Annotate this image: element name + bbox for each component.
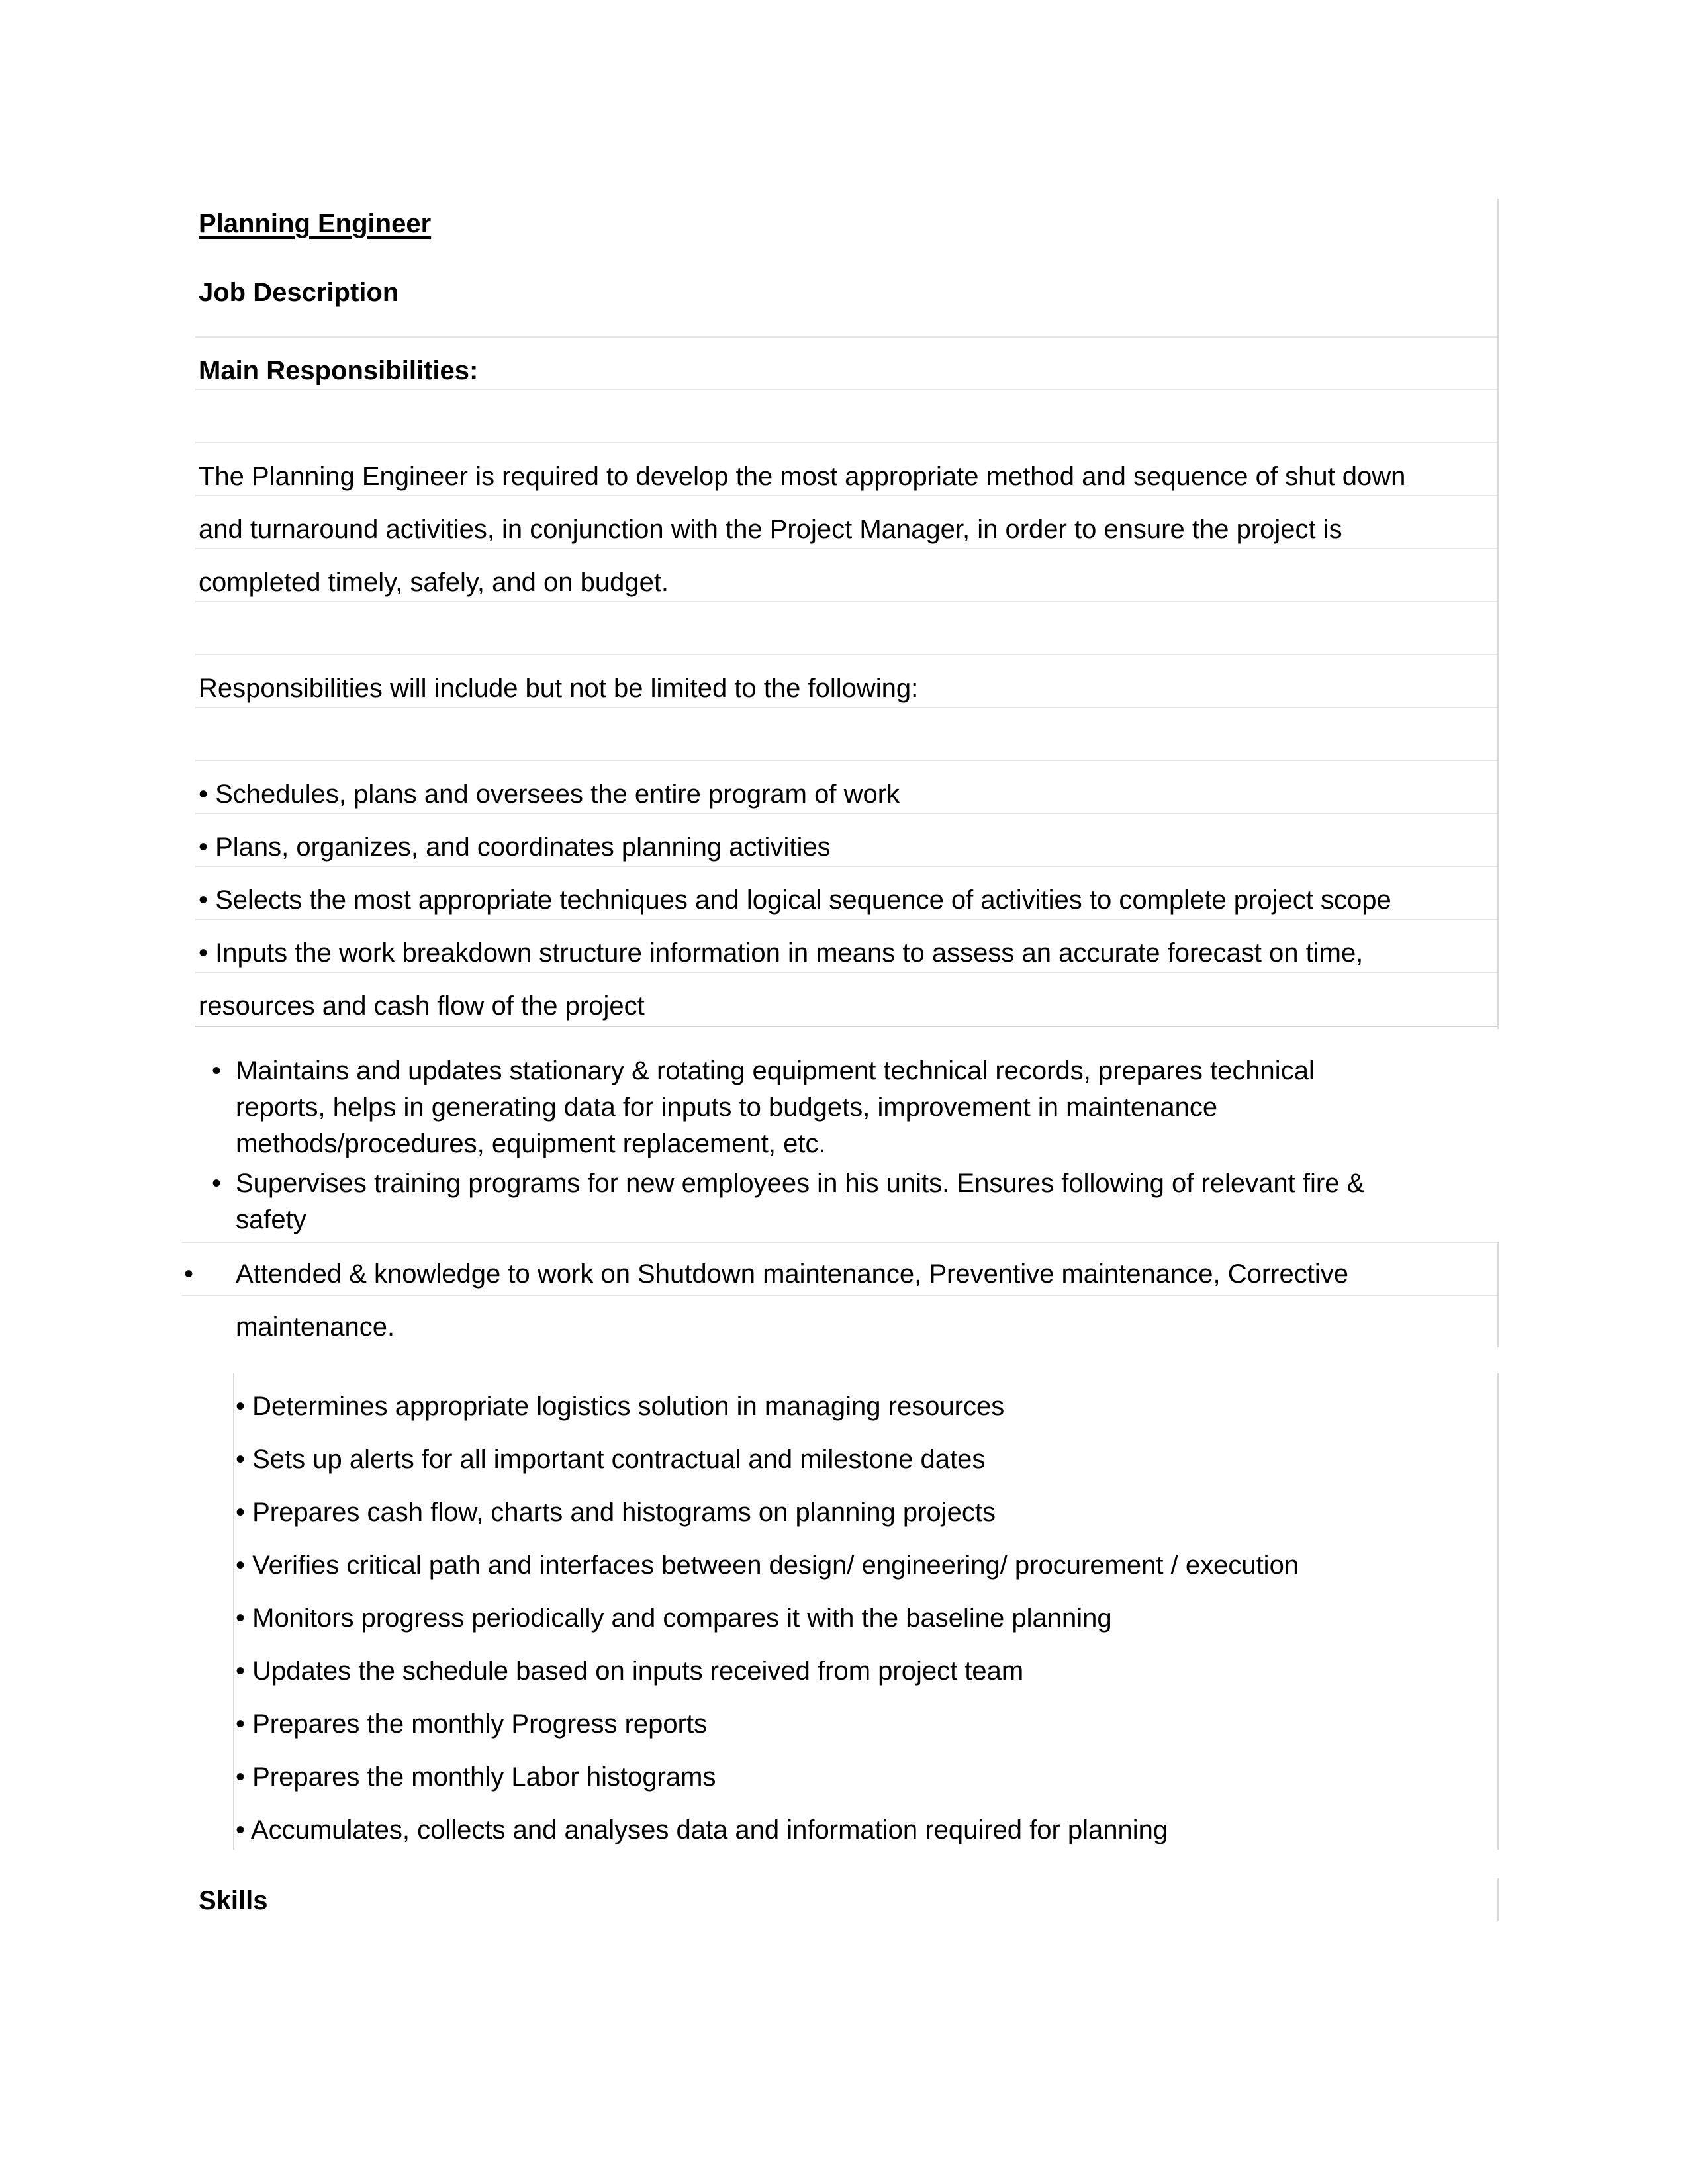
row-rule [195, 389, 1497, 390]
bullet-icon: • [212, 1056, 222, 1085]
table-border-right [1497, 199, 1499, 1029]
list-item: Supervises training programs for new employees in his units. Ensures following of relevant fire & [236, 1169, 1365, 1198]
row-rule [195, 919, 1497, 920]
list-item-continuation: safety [236, 1205, 306, 1234]
skills-heading: Skills [199, 1886, 268, 1915]
list-item: • Sets up alerts for all important contractual and milestone dates [236, 1445, 986, 1474]
list-item: • Verifies critical path and interfaces between design/ engineering/ procurement / execution [236, 1551, 1299, 1580]
table-border-right [1497, 1878, 1499, 1921]
responsibilities-intro: Responsibilities will include but not be limited to the following: [199, 674, 919, 703]
list-item: • Plans, organizes, and coordinates planning activities [199, 833, 831, 862]
row-rule [195, 654, 1497, 655]
list-item-continuation: reports, helps in generating data for inputs to budgets, improvement in maintenance [236, 1093, 1218, 1122]
row-rule [182, 1242, 1497, 1243]
list-item: • Accumulates, collects and analyses data and information required for planning [236, 1815, 1168, 1844]
list-item: • Prepares cash flow, charts and histograms on planning projects [236, 1498, 996, 1527]
row-rule [195, 601, 1497, 602]
row-rule [195, 442, 1497, 443]
row-rule [195, 548, 1497, 549]
list-item: • Schedules, plans and oversees the entire program of work [199, 780, 900, 809]
list-item: • Inputs the work breakdown structure information in means to assess an accurate forecast on time, [199, 938, 1364, 968]
list-item-continuation: resources and cash flow of the project [199, 991, 645, 1021]
list-item: • Determines appropriate logistics solution in managing resources [236, 1392, 1005, 1421]
table-border-right [1497, 1242, 1499, 1347]
bullet-icon: • [184, 1259, 194, 1289]
row-rule [195, 495, 1497, 496]
list-item: • Selects the most appropriate techniques and logical sequence of activities to complete project scope [199, 886, 1391, 915]
row-rule [195, 813, 1497, 814]
table-border-left [233, 1373, 234, 1850]
row-rule [195, 760, 1497, 761]
list-item: Attended & knowledge to work on Shutdown maintenance, Preventive maintenance, Corrective [236, 1259, 1348, 1289]
row-rule [195, 972, 1497, 973]
table-border-right [1497, 1373, 1499, 1850]
bullet-icon: • [212, 1169, 222, 1198]
list-item-continuation: methods/procedures, equipment replacement, etc. [236, 1129, 826, 1158]
job-description-heading: Job Description [199, 278, 399, 307]
row-rule [195, 707, 1497, 708]
intro-line: The Planning Engineer is required to develop the most appropriate method and sequence of shut down [199, 462, 1406, 491]
list-item: Maintains and updates stationary & rotating equipment technical records, prepares technical [236, 1056, 1315, 1085]
list-item: • Updates the schedule based on inputs received from project team [236, 1657, 1024, 1686]
list-item-continuation: maintenance. [236, 1312, 395, 1342]
intro-line: and turnaround activities, in conjunction with the Project Manager, in order to ensure the project is [199, 515, 1342, 544]
page-title: Planning Engineer [199, 209, 432, 238]
intro-line: completed timely, safely, and on budget. [199, 568, 669, 597]
row-rule [195, 866, 1497, 867]
list-item: • Monitors progress periodically and compares it with the baseline planning [236, 1604, 1112, 1633]
main-responsibilities-heading: Main Responsibilities: [199, 356, 479, 385]
row-rule [182, 1295, 1497, 1296]
list-item: • Prepares the monthly Progress reports [236, 1709, 708, 1739]
row-rule [195, 1026, 1497, 1027]
row-rule [195, 336, 1497, 338]
list-item: • Prepares the monthly Labor histograms [236, 1762, 716, 1792]
